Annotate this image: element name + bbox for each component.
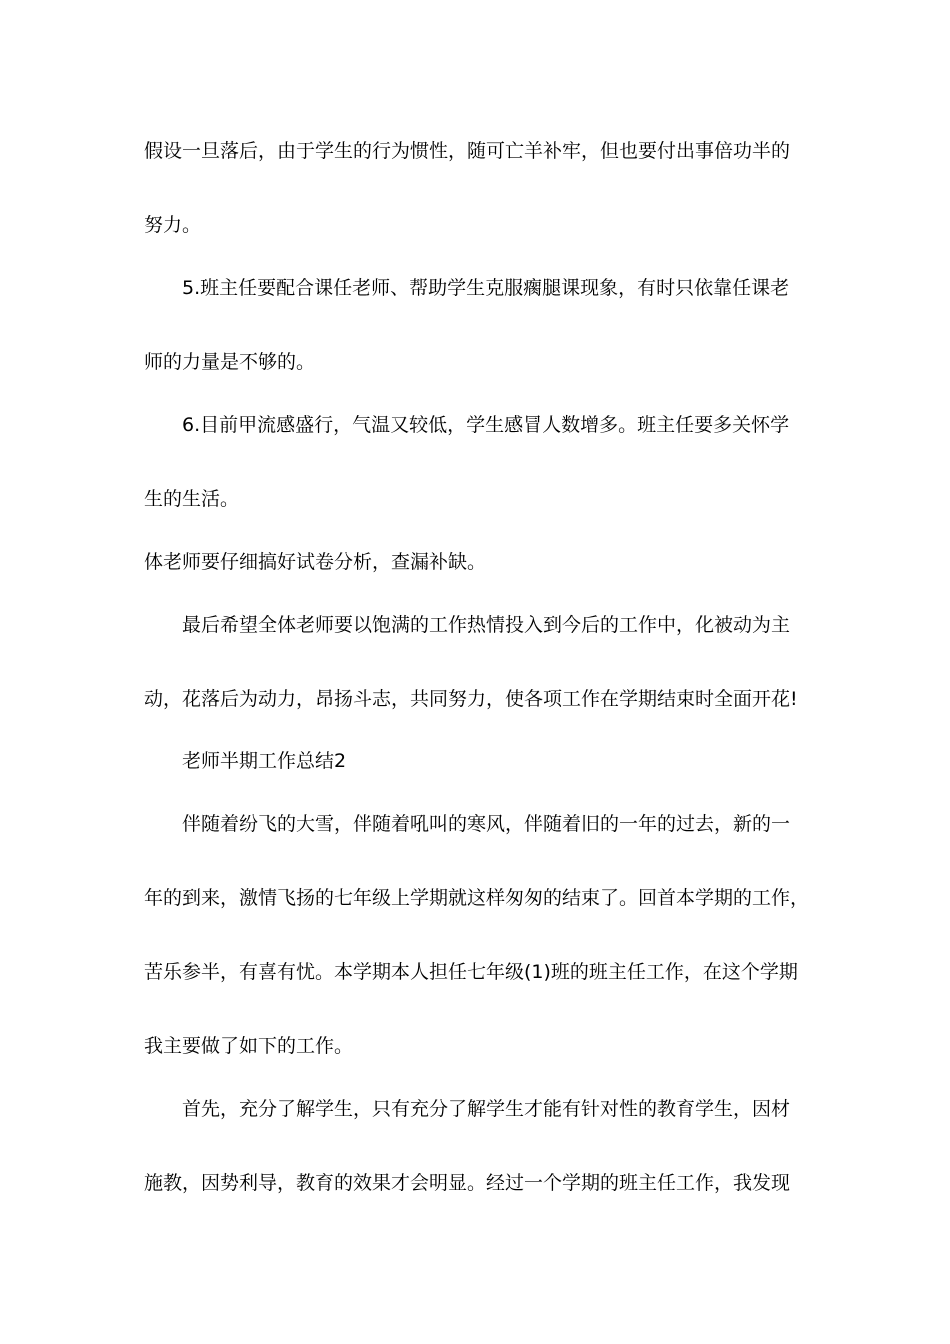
section-heading: 老师半期工作总结2 xyxy=(182,750,347,772)
text-line: 努力。 xyxy=(144,214,202,236)
text-line: 动，花落后为动力，昂扬斗志，共同努力，使各项工作在学期结束时全面开花! xyxy=(144,688,798,710)
text-line: 体老师要仔细搞好试卷分析，查漏补缺。 xyxy=(144,551,487,573)
text-line: 假设一旦落后，由于学生的行为惯性，随可亡羊补牢，但也要付出事倍功半的 xyxy=(144,140,791,162)
text-line: 6.目前甲流感盛行，气温又较低，学生感冒人数增多。班主任要多关怀学 xyxy=(182,414,790,436)
text-line: 首先，充分了解学生，只有充分了解学生才能有针对性的教育学生，因材 xyxy=(182,1098,791,1120)
text-line: 苦乐参半，有喜有忧。本学期本人担任七年级(1)班的班主任工作，在这个学期 xyxy=(144,961,798,983)
text-line: 师的力量是不够的。 xyxy=(144,351,316,373)
text-line: 最后希望全体老师要以饱满的工作热情投入到今后的工作中，化被动为主 xyxy=(182,614,791,636)
text-line: 伴随着纷飞的大雪，伴随着吼叫的寒风，伴随着旧的一年的过去，新的一 xyxy=(182,813,791,835)
text-line: 生的生活。 xyxy=(144,488,240,510)
text-line: 我主要做了如下的工作。 xyxy=(144,1035,354,1057)
text-line: 施教，因势利导，教育的效果才会明显。经过一个学期的班主任工作，我发现 xyxy=(144,1172,791,1194)
text-line: 5.班主任要配合课任老师、帮助学生克服瘸腿课现象，有时只依靠任课老 xyxy=(182,277,790,299)
text-line: 年的到来，激情飞扬的七年级上学期就这样匆匆的结束了。回首本学期的工作， xyxy=(144,887,810,909)
